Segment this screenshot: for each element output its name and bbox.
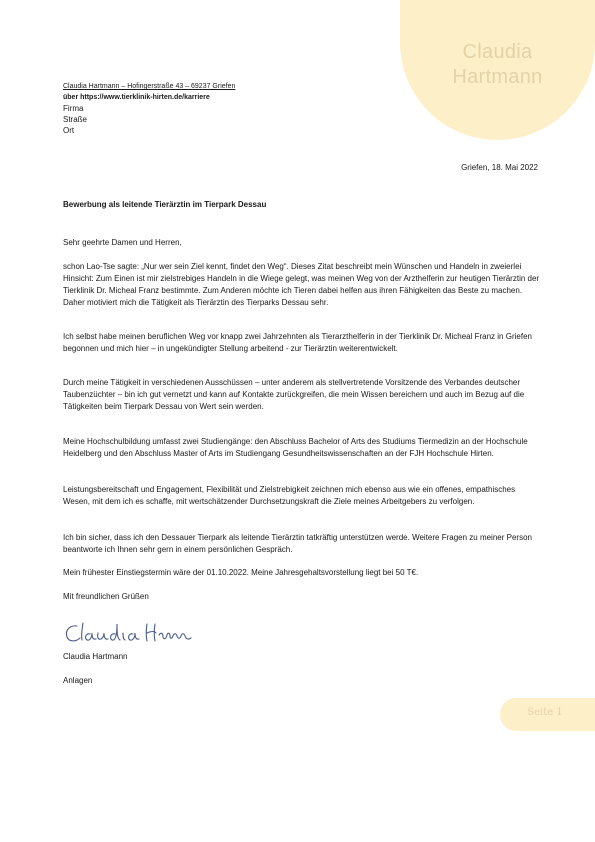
- enclosures-note: Anlagen: [63, 676, 93, 685]
- recipient-city: Ort: [63, 126, 75, 135]
- paragraph-strengths: Leistungsbereitschaft und Engagement, Flexibilität und Zielstrebigkeit zeichnen mich ebenso aus wie ein offenes, empathisches Wesen, mit dem ich es schaffe, mit wertschätzender Durchsetzungskraft die Ziele meines Arbeitgebers zu verfolgen.: [63, 485, 516, 506]
- letter-date: Griefen, 18. Mai 2022: [461, 163, 538, 172]
- handwritten-signature: [63, 618, 203, 648]
- salutation: Sehr geehrte Damen und Herren,: [63, 238, 182, 247]
- sender-address: Claudia Hartmann – Hofingerstraße 43 – 69237 Griefen: [63, 83, 236, 90]
- paragraph-career: Ich selbst habe meinen beruflichen Weg vor knapp zwei Jahrzehnten als Tierarzthelferin in der Tierklinik Dr. Micheal Franz in Griefen begonnen und mich hier – in ungekündigter Stellung arbeitend - zur Tierärztin weiterentwickelt.: [63, 332, 532, 353]
- paragraph-outlook: Ich bin sicher, dass ich den Dessauer Tierpark als leitende Tierärztin tatkräftig unterstützen werde. Weitere Fragen zu meiner Person beantworte ich Ihnen sehr gern in einem persönlichen Gespräch.: [63, 533, 532, 554]
- page-number: Seite 1: [527, 707, 563, 718]
- paragraph-availability: Mein frühester Einstiegstermin wäre der 01.10.2022. Meine Jahresgehaltsvorstellung liegt bei 50 T€.: [63, 568, 419, 577]
- closing: Mit freundlichen Grüßen: [63, 592, 149, 601]
- recipient-street: Straße: [63, 115, 88, 124]
- header-first-name: Claudia: [462, 41, 533, 63]
- sender-via: über https://www.tierklinik-hirten.de/karriere: [63, 94, 210, 101]
- header-last-name: Hartmann: [452, 66, 543, 88]
- header-name: [400, 40, 595, 90]
- letter-subject: Bewerbung als leitende Tierärztin im Tierpark Dessau: [63, 200, 267, 209]
- signer-name: Claudia Hartmann: [63, 652, 128, 661]
- recipient-company: Firma: [63, 104, 84, 113]
- paragraph-intro: schon Lao-Tse sagte: „Nur wer sein Ziel kennt, findet den Weg“. Dieses Zitat beschreibt mein Wünschen und Handeln in zweierlei Hinsicht: Zum Einen ist mir zielstrebiges Handeln in die Wiege gelegt, was meinen Weg von der Arzthelferin zur heutigen Tierärztin der Tierklinik Dr. Micheal Franz bestimmte. Zum Anderen möchte ich Tieren dabei helfen aus ihren Fähigkeiten das Beste zu machen. Daher motiviert mich die Tätigkeit als Tierärztin des Tierparks Dessau sehr.: [63, 262, 540, 307]
- paragraph-network: Durch meine Tätigkeit in verschiedenen Ausschüssen – unter anderem als stellvertretende Vorsitzende des Verbandes deutscher Taubenzüchter – bin ich gut vernetzt und kann auf Kontakte zurückgreifen, die mein Wissen bereichern und auch im Bezug auf die Tätigkeiten beim Tierpark Dessau von Wert sein werden.: [63, 378, 525, 411]
- paragraph-education: Meine Hochschulbildung umfasst zwei Studiengänge: den Abschluss Bachelor of Arts des Studiums Tiermedizin an der Hochschule Heidelberg und den Abschluss Master of Arts im Studiengang Gesundheitswissenschaften an der FJH Hochschule Hirten.: [63, 437, 528, 458]
